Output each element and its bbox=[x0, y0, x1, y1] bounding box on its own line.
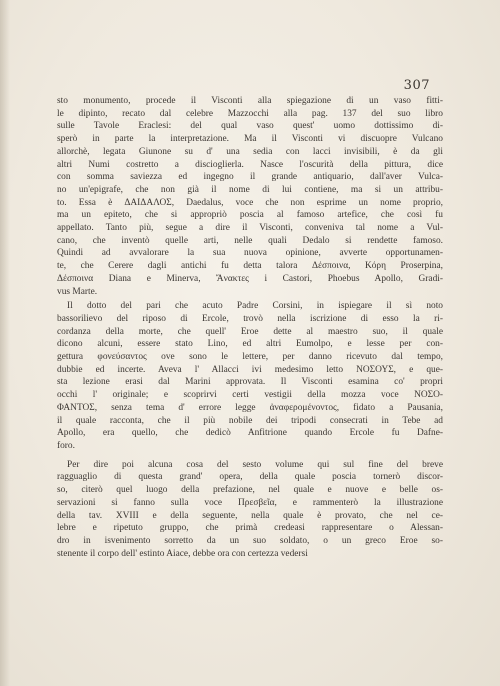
text-line: della tav. XVIII e della seguente, nella quale è provato, che nel ce- bbox=[57, 510, 443, 521]
text-line: altri Numi costretto a discioglierla. Nasce l'oscurità della pittura, dice bbox=[57, 159, 443, 170]
text-line: to. Essa è ΔΑΙΔΑΛΟΣ, Daedalus, voce che non esprime un nome proprio, bbox=[57, 197, 443, 208]
text-line: cordanza della morte, che quell' Eroe dette al maestro suo, il quale bbox=[57, 326, 443, 337]
text-line: te, che Cerere dagli antichi fu detta talora Δέσποινα, Κόρη Proserpina, bbox=[57, 261, 443, 272]
text-line: Il dotto del pari che acuto Padre Corsini, in ispiegare il sì noto bbox=[67, 301, 443, 312]
paragraph bbox=[57, 459, 443, 561]
text-line: foro. bbox=[57, 440, 75, 451]
text-line: le dipinto, recato dal celebre Mazzocchi alla pag. 137 del suo libro bbox=[57, 108, 443, 119]
text-line: dicono alcuni, essere stato Lino, ed altri Eumolpo, e lesse per con- bbox=[57, 339, 443, 350]
text-line: gettura φονεύσαντος ove sono le lettere, per danno ricevuto dal tempo, bbox=[57, 352, 443, 363]
text-line: occhi l' originale; e scoprirvi certi vestigii della mozza voce ΝΟΣΟ- bbox=[57, 390, 443, 401]
text-line: sta lezione erasi dal Marini approvata. Il Visconti esamina co' propri bbox=[57, 377, 443, 388]
text-line: sulle Tavole Eraclesi: del qual vaso quest' uomo dottissimo di- bbox=[57, 121, 443, 132]
body-text bbox=[57, 95, 443, 560]
text-line: allorchè, legata Giunone su d' una sedia con lacci invisibili, è da gli bbox=[57, 146, 443, 157]
text-line: il quale racconta, che il più nobile dei tripodi consecrati in Tebe ad bbox=[57, 415, 443, 426]
page-number: 307 bbox=[403, 78, 430, 93]
text-line: dubbie ed incerte. Aveva l' Allacci ivi medesimo letto ΝΟΣΟΥΣ, e que- bbox=[57, 364, 443, 375]
page-fold-shadow bbox=[0, 0, 10, 686]
text-line: servazioni si fanno sulla voce Πρεσβεῖα, e rammenterò la illustrazione bbox=[57, 497, 443, 508]
text-line: no un'epigrafe, che non già il nome di lui contiene, ma si un attribu- bbox=[57, 184, 443, 195]
text-line: stenente il corpo dell' estinto Aiace, debbe ora con certezza vedersi bbox=[57, 548, 308, 559]
paragraph bbox=[57, 300, 443, 452]
text-line: ragguaglio di questa grand' opera, della quale poscia tornerò discor- bbox=[57, 472, 443, 483]
paragraph bbox=[57, 95, 443, 298]
text-line: appellato. Tanto più, segue a dire il Visconti, conveniva tal nome a Vul- bbox=[57, 223, 443, 234]
text-line: Δέσποινα Diana e Minerva, Ἄνακτες i Castori, Phoebus Apollo, Gradi- bbox=[57, 273, 443, 284]
text-line: lebre e ripetuto gruppo, che primà credeasi rappresentare o Alessan- bbox=[57, 523, 443, 534]
text-line: Apollo, era quello, che dedicò Anfitrione quando Ercole fu Dafne- bbox=[57, 428, 443, 439]
text-line: sto monumento, procede il Visconti alla spiegazione di un vaso fitti- bbox=[57, 96, 443, 106]
text-line: dro in isvenimento sorretto da un suo soldato, o un greco Eroe so- bbox=[57, 535, 443, 546]
text-line: con somma saviezza ed ingegno il grande antiquario, dall'aver Vulca- bbox=[57, 172, 443, 183]
text-line: ma un epiteto, che si appropriò poscia al famoso artefice, che così fu bbox=[57, 210, 443, 221]
text-line: Quindi ad avvalorare la sua nuova opinione, avverte opportunamen- bbox=[57, 248, 443, 259]
text-line: ΦΑΝΤΟΣ, senza tema d' errore legge ἀναφερομένοντος, fidato a Pausania, bbox=[57, 402, 443, 413]
text-line: cano, che inventò quelle arti, nelle quali Dedalo si rendette famoso. bbox=[57, 235, 443, 246]
text-line: bassorilievo del riposo di Ercole, trovò nella iscrizione di esso la ri- bbox=[57, 313, 443, 324]
text-line: sperò in parte la interpretazione. Ma il Visconti vi discuopre Vulcano bbox=[57, 134, 443, 145]
text-line: vus Marte. bbox=[57, 286, 98, 297]
text-line: Per dire poi alcuna cosa del sesto volume qui sul fine del breve bbox=[67, 459, 443, 470]
text-line: so, citerò quel luogo della prefazione, nel quale e nuove e belle os- bbox=[57, 485, 443, 496]
